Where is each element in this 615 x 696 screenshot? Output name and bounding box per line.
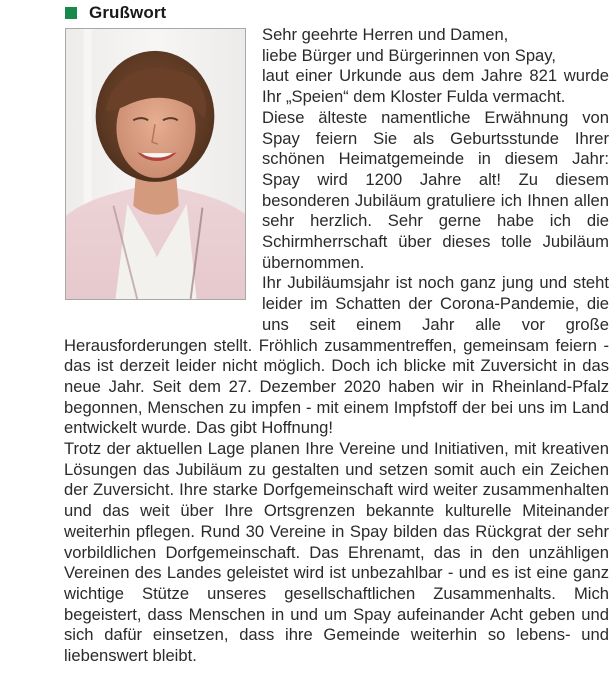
paragraph-4: Trotz der aktuellen Lage planen Ihre Vereine und Initiativen, mit kreativen Lösungen das Jubiläum zu gestalten und setzen somit auch ein Zeichen der Zuversicht. Ihre starke Dorfgemeinschaft wird weiter zusammenhalten und das weit über Ihre Ortsgrenzen bekannte kulturelle Miteinander weiterhin pflegen. Rund 30 Vereine in Spay bilden das Rückgrat der sehr vorbildlichen Dorfgemeinschaft. Das Ehrenamt, das in den unzähligen Vereinen des Landes geleistet wird ist unbezahlbar - und es ist eine ganz wichtige Stütze unseres gesellschaftlichen Zusammenhalts. Mich begeistert, dass Menschen in und um Spay aufeinander Acht geben und sich dafür einsetzen, dass ihre Gemeinde weiterhin so lebens- und liebenswert bleibt. bbox=[64, 439, 609, 666]
salutation-line-2: liebe Bürger und Bürgerinnen von Spay, bbox=[262, 45, 556, 65]
paragraph-3: Ihr Jubiläumsjahr ist noch ganz jung und steht leider im Schatten der Corona-Pandemie, die uns seit einem Jahr alle vor große Herausforderungen stellt. Fröhlich zusammentreffen, gemeinsam feiern - das ist derzeit leider nicht möglich. Doch ich blicke mit Zuversicht in das neue Jahr. Seit dem 27. Dezember 2020 haben wir in Rheinland-Pfalz begonnen, Menschen zu impfen - mit einem Impfstoff der bei uns im Land entwickelt wurde. Das gibt Hoffnung! bbox=[64, 273, 609, 438]
paragraph-1: laut einer Urkunde aus dem Jahre 821 wurde Ihr „Speien“ dem Kloster Fulda vermacht. bbox=[262, 66, 609, 107]
section-title: Grußwort bbox=[89, 3, 167, 22]
green-square-icon bbox=[65, 7, 77, 19]
section-heading bbox=[65, 2, 166, 24]
greeting-article bbox=[64, 25, 609, 667]
paragraph-2: Diese älteste namentliche Erwähnung von Spay feiern Sie als Geburtsstunde Ihrer schönen Heimatgemeinde in diesem Jahr: Spay wird 1200 Jahre alt! Zu diesem besonderen Jubiläum gratuliere ich Ihnen allen sehr herzlich. Sehr gerne habe ich die Schirmherrschaft über dieses tolle Jubiläum übernommen. bbox=[262, 107, 609, 272]
photo-float-spacer bbox=[64, 25, 262, 315]
salutation-line-1: Sehr geehrte Herren und Damen, bbox=[262, 25, 509, 44]
